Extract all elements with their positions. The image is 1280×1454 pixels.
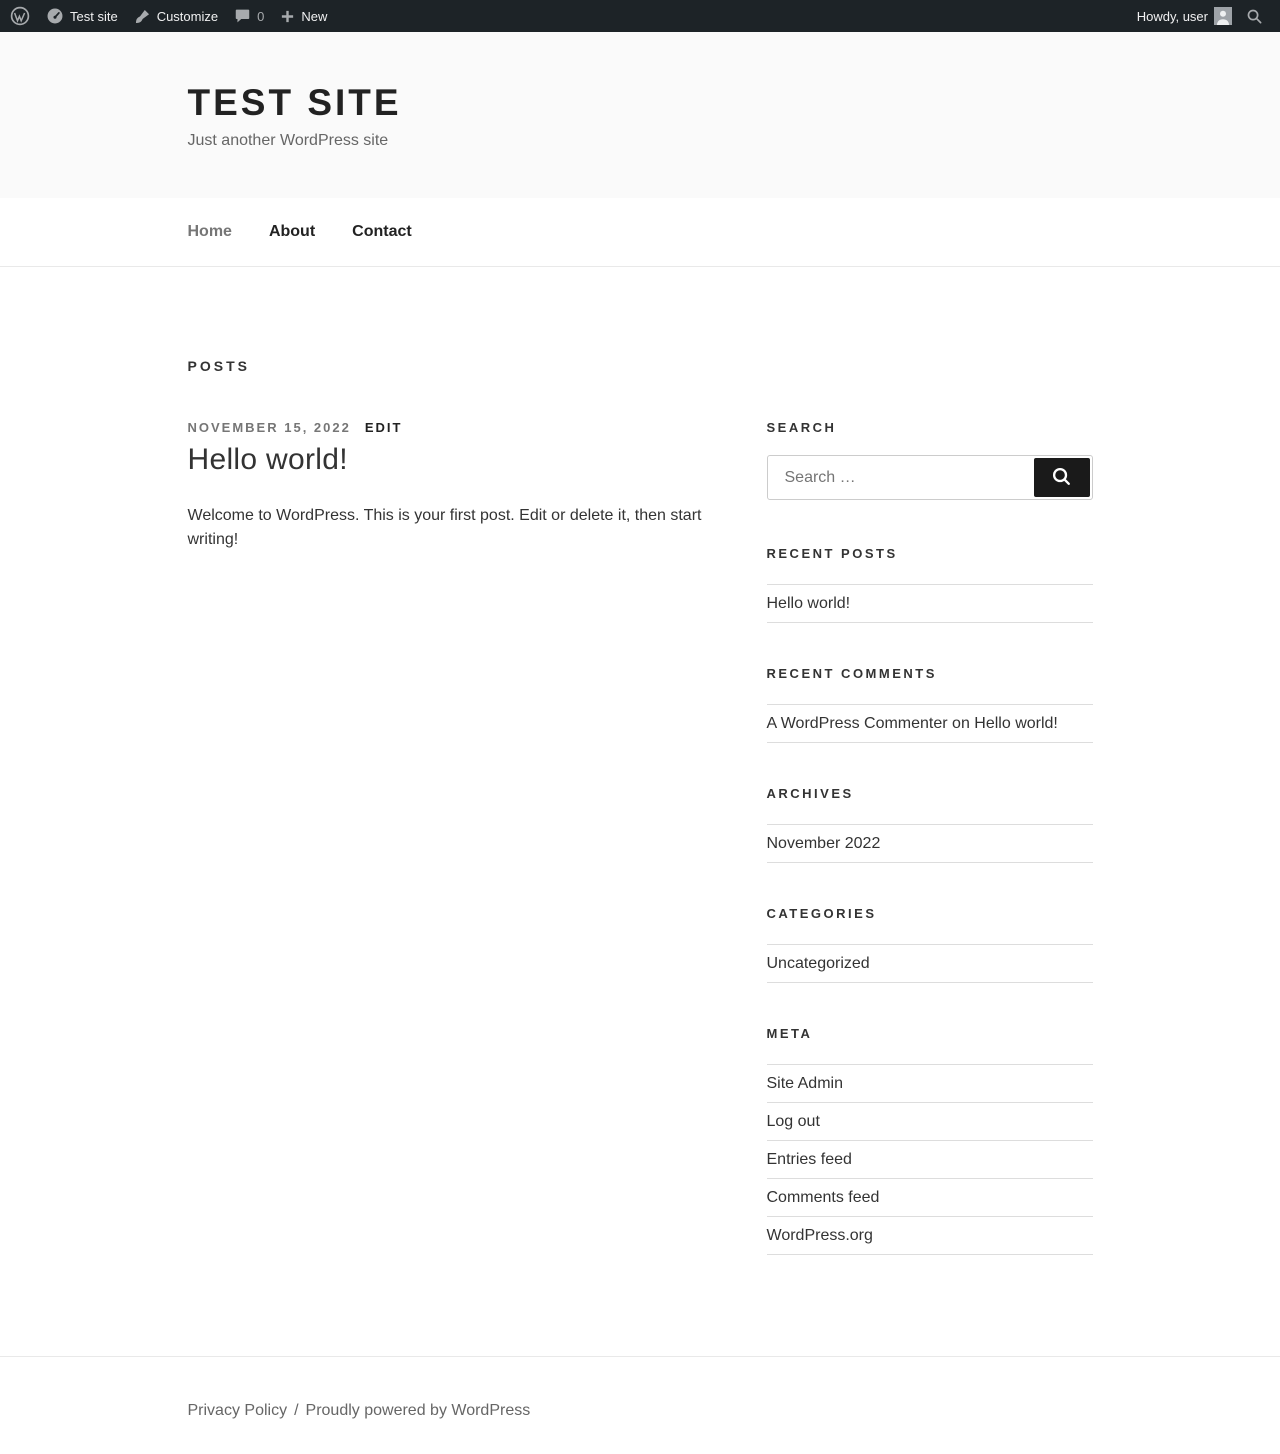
- admin-bar-new-label: New: [301, 8, 328, 24]
- search-widget-title: SEARCH: [766, 420, 837, 435]
- meta-title: META: [766, 1026, 813, 1041]
- comment-author-link[interactable]: A WordPress Commenter: [766, 715, 948, 732]
- site-title[interactable]: TEST SITE: [187, 82, 402, 123]
- admin-bar-site-label: Test site: [70, 8, 118, 24]
- categories-title: CATEGORIES: [766, 906, 877, 921]
- post-body: Welcome to WordPress. This is your first post. Edit or delete it, then start writing!: [187, 507, 702, 548]
- admin-bar-right: [1130, 0, 1270, 32]
- recent-comments-widget: [767, 666, 1093, 743]
- recent-post-link[interactable]: Hello world!: [766, 595, 851, 612]
- admin-bar-left: [2, 0, 335, 32]
- admin-bar-account[interactable]: [1130, 0, 1239, 32]
- meta-widget: [767, 1026, 1093, 1255]
- list-item: [767, 1140, 1093, 1178]
- recent-posts-widget: [767, 546, 1093, 623]
- nav-item-home[interactable]: Home: [187, 223, 232, 240]
- post-article: [188, 420, 728, 552]
- admin-bar-comments[interactable]: [226, 0, 272, 32]
- meta-comments-feed-link[interactable]: Comments feed: [766, 1189, 880, 1206]
- archives-widget: [767, 786, 1093, 863]
- archive-link[interactable]: November 2022: [766, 835, 881, 852]
- main-navigation: [0, 198, 1280, 267]
- admin-bar: [0, 0, 1280, 32]
- admin-bar-customize-label: Customize: [156, 8, 219, 24]
- site-tagline: Just another WordPress site: [187, 132, 389, 149]
- admin-bar-site-name[interactable]: [38, 0, 126, 32]
- meta-wordpress-org-link[interactable]: WordPress.org: [766, 1227, 873, 1244]
- search-icon: [1246, 8, 1263, 25]
- list-item: [767, 824, 1093, 862]
- wp-logo-menu[interactable]: [2, 0, 38, 32]
- footer-separator: /: [294, 1402, 299, 1419]
- list-item: [767, 1064, 1093, 1102]
- recent-comments-title: RECENT COMMENTS: [766, 666, 937, 681]
- customize-brush-icon: [134, 8, 151, 25]
- admin-bar-new[interactable]: [272, 0, 335, 32]
- admin-bar-comments-count: 0: [257, 8, 265, 24]
- list-item: [767, 1178, 1093, 1216]
- post-date-link[interactable]: NOVEMBER 15, 2022: [187, 420, 351, 435]
- comment-post-link[interactable]: Hello world!: [974, 715, 1058, 732]
- meta-site-admin-link[interactable]: Site Admin: [766, 1075, 843, 1092]
- archives-title: ARCHIVES: [766, 786, 854, 801]
- plus-icon: [280, 9, 295, 24]
- admin-bar-search-button[interactable]: [1239, 0, 1270, 32]
- sidebar: [767, 420, 1093, 1255]
- category-link[interactable]: Uncategorized: [766, 955, 870, 972]
- dashboard-icon: [46, 7, 64, 25]
- site-footer: [0, 1356, 1280, 1454]
- page-title: POSTS: [187, 358, 250, 374]
- comments-bubble-icon: [234, 8, 251, 24]
- list-item: [767, 944, 1093, 982]
- comment-connector: on: [947, 715, 975, 732]
- content-column: [188, 358, 728, 1255]
- admin-bar-howdy-label: Howdy, user: [1136, 8, 1208, 24]
- post-title-link[interactable]: Hello world!: [187, 443, 348, 476]
- meta-entries-feed-link[interactable]: Entries feed: [766, 1151, 852, 1168]
- wordpress-logo-icon: [10, 6, 30, 26]
- nav-item-contact[interactable]: Contact: [352, 223, 412, 240]
- admin-bar-customize[interactable]: [126, 0, 226, 32]
- list-item: [767, 1216, 1093, 1254]
- search-submit-icon: [1050, 465, 1073, 491]
- privacy-policy-link[interactable]: Privacy Policy: [187, 1402, 288, 1419]
- search-widget: [767, 420, 1093, 500]
- search-form: [767, 455, 1093, 500]
- list-item: [767, 704, 1093, 742]
- recent-posts-title: RECENT POSTS: [766, 546, 898, 561]
- categories-widget: [767, 906, 1093, 983]
- list-item: [767, 1102, 1093, 1140]
- list-item: [767, 584, 1093, 622]
- site-header: [0, 32, 1280, 198]
- site-main: [0, 267, 1280, 1356]
- post-title: [188, 441, 728, 478]
- nav-item-about[interactable]: About: [268, 223, 316, 240]
- post-edit-link[interactable]: EDIT: [364, 420, 403, 435]
- avatar: [1214, 7, 1232, 25]
- entry-meta: [188, 420, 728, 436]
- meta-log-out-link[interactable]: Log out: [766, 1113, 820, 1130]
- powered-by-link[interactable]: Proudly powered by WordPress: [305, 1402, 531, 1419]
- search-submit-button[interactable]: [1034, 458, 1090, 497]
